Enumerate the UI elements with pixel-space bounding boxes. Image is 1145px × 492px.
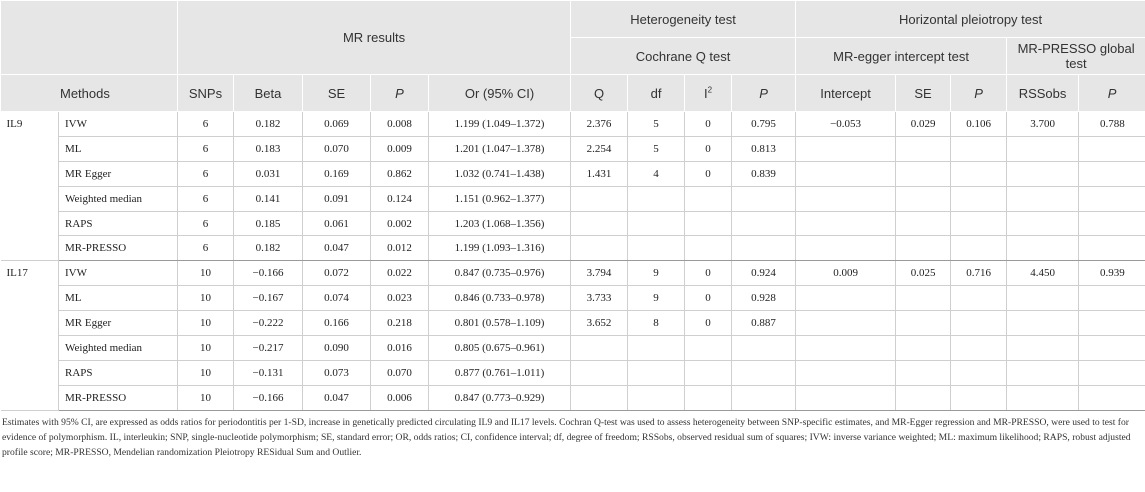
- cell-method: MR Egger: [59, 161, 178, 186]
- cell-df: [628, 336, 685, 361]
- cell-intercept-p: [951, 286, 1007, 311]
- cell-q: 3.733: [571, 286, 628, 311]
- cell-p: 0.218: [371, 311, 429, 336]
- cell-p: 0.009: [371, 136, 429, 161]
- cell-i2: [685, 336, 732, 361]
- cell-beta: 0.185: [234, 211, 303, 236]
- cell-method: MR-PRESSO: [59, 385, 178, 410]
- table-row: [1, 311, 1145, 336]
- cell-i2: 0: [685, 286, 732, 311]
- cell-snps: 10: [178, 360, 234, 385]
- cell-method: RAPS: [59, 211, 178, 236]
- cell-intercept: −0.053: [796, 112, 896, 137]
- cell-rssobs-p: [1079, 360, 1145, 385]
- table-row: [1, 360, 1145, 385]
- cell-rssobs: 3.700: [1007, 112, 1079, 137]
- cell-or: 0.805 (0.675–0.961): [429, 336, 571, 361]
- cell-intercept-se: 0.025: [896, 261, 951, 286]
- cell-i2: [685, 186, 732, 211]
- cell-se: 0.069: [303, 112, 371, 137]
- cell-snps: 10: [178, 385, 234, 410]
- cell-or: 1.203 (1.068–1.356): [429, 211, 571, 236]
- cell-rssobs: [1007, 161, 1079, 186]
- cell-or: 0.846 (0.733–0.978): [429, 286, 571, 311]
- table-row: [1, 161, 1145, 186]
- cell-snps: 10: [178, 286, 234, 311]
- cell-intercept-se: 0.029: [896, 112, 951, 137]
- group-label: IL17: [1, 261, 59, 410]
- cell-p: 0.016: [371, 336, 429, 361]
- cell-method: IVW: [59, 112, 178, 137]
- cell-or: 1.151 (0.962–1.377): [429, 186, 571, 211]
- cell-rssobs-p: 0.939: [1079, 261, 1145, 286]
- col-methods: Methods: [1, 75, 178, 112]
- cell-q-p: [732, 236, 796, 261]
- cell-se: 0.047: [303, 385, 371, 410]
- cell-beta: −0.217: [234, 336, 303, 361]
- cell-intercept: [796, 385, 896, 410]
- col-intercept-p: P: [951, 75, 1007, 112]
- cell-intercept-se: [896, 360, 951, 385]
- cell-intercept-p: [951, 161, 1007, 186]
- cell-beta: 0.182: [234, 112, 303, 137]
- cell-rssobs: [1007, 136, 1079, 161]
- cell-intercept-p: 0.106: [951, 112, 1007, 137]
- table-row: [1, 186, 1145, 211]
- cell-intercept: [796, 161, 896, 186]
- col-q-p: P: [732, 75, 796, 112]
- header-group-horizontal-pleiotropy: Horizontal pleiotropy test: [796, 1, 1145, 38]
- col-q: Q: [571, 75, 628, 112]
- cell-intercept: [796, 336, 896, 361]
- header-sub-egger-intercept: MR-egger intercept test: [796, 38, 1007, 75]
- cell-q: [571, 211, 628, 236]
- cell-q: 3.794: [571, 261, 628, 286]
- cell-q-p: 0.839: [732, 161, 796, 186]
- cell-q-p: 0.928: [732, 286, 796, 311]
- cell-i2: 0: [685, 136, 732, 161]
- cell-intercept-p: [951, 136, 1007, 161]
- table-row: [1, 236, 1145, 261]
- cell-rssobs-p: [1079, 211, 1145, 236]
- table-row: [1, 261, 1145, 286]
- col-p: P: [371, 75, 429, 112]
- cell-q-p: [732, 385, 796, 410]
- cell-rssobs-p: [1079, 136, 1145, 161]
- cell-beta: −0.167: [234, 286, 303, 311]
- col-intercept-se: SE: [896, 75, 951, 112]
- cell-snps: 6: [178, 136, 234, 161]
- cell-q: [571, 336, 628, 361]
- cell-snps: 6: [178, 186, 234, 211]
- cell-intercept-se: [896, 286, 951, 311]
- header-sub-mr-presso: MR-PRESSO global test: [1007, 38, 1145, 75]
- cell-i2: 0: [685, 261, 732, 286]
- cell-se: 0.072: [303, 261, 371, 286]
- cell-intercept-se: [896, 311, 951, 336]
- header-group-heterogeneity: Heterogeneity test: [571, 1, 796, 38]
- cell-intercept-p: [951, 385, 1007, 410]
- cell-snps: 10: [178, 336, 234, 361]
- cell-p: 0.124: [371, 186, 429, 211]
- cell-i2: [685, 385, 732, 410]
- cell-p: 0.022: [371, 261, 429, 286]
- cell-df: 9: [628, 261, 685, 286]
- cell-df: [628, 385, 685, 410]
- header-group-mr-results: MR results: [178, 1, 571, 75]
- table-row: [1, 112, 1145, 137]
- col-beta: Beta: [234, 75, 303, 112]
- cell-or: 1.199 (1.049–1.372): [429, 112, 571, 137]
- cell-rssobs: [1007, 211, 1079, 236]
- cell-snps: 10: [178, 311, 234, 336]
- cell-rssobs: 4.450: [1007, 261, 1079, 286]
- col-or: Or (95% CI): [429, 75, 571, 112]
- cell-se: 0.070: [303, 136, 371, 161]
- cell-q: [571, 236, 628, 261]
- cell-i2: 0: [685, 311, 732, 336]
- cell-intercept: [796, 360, 896, 385]
- cell-rssobs: [1007, 186, 1079, 211]
- cell-intercept-p: [951, 360, 1007, 385]
- cell-q: 3.652: [571, 311, 628, 336]
- cell-se: 0.073: [303, 360, 371, 385]
- cell-beta: −0.166: [234, 261, 303, 286]
- cell-q: 2.254: [571, 136, 628, 161]
- cell-beta: 0.183: [234, 136, 303, 161]
- cell-or: 1.199 (1.093–1.316): [429, 236, 571, 261]
- cell-p: 0.012: [371, 236, 429, 261]
- cell-rssobs: [1007, 385, 1079, 410]
- cell-intercept-p: 0.716: [951, 261, 1007, 286]
- cell-df: 5: [628, 136, 685, 161]
- cell-intercept: 0.009: [796, 261, 896, 286]
- cell-p: 0.002: [371, 211, 429, 236]
- table-footnote: Estimates with 95% CI, are expressed as odds ratios for periodontitis per 1-SD, increase in genetically predicted circulating IL9 and IL17 levels. Cochran Q-test was used to assess heterogeneity between SNP-specific estimates, and MR-Egger regression and MR-PRESSO, were used to test for evidence of polymorphism. IL, interleukin; SNP, single-nucleotide polymorphism; SE, standard error; OR, odds ratios; CI, confidence interval; df, degree of freedom; RSSobs, observed residual sum of squares; IVW: inverse variance weighted; ML: maximum likelihood; RAPS, robust adjusted profile score; MR-PRESSO, Mendelian randomization Pleiotropy RESidual Sum and Outlier.: [2, 416, 1131, 458]
- cell-intercept: [796, 236, 896, 261]
- cell-intercept: [796, 211, 896, 236]
- cell-q: 2.376: [571, 112, 628, 137]
- cell-df: 9: [628, 286, 685, 311]
- cell-beta: 0.141: [234, 186, 303, 211]
- col-intercept: Intercept: [796, 75, 896, 112]
- cell-rssobs: [1007, 360, 1079, 385]
- col-se: SE: [303, 75, 371, 112]
- cell-p: 0.008: [371, 112, 429, 137]
- cell-p: 0.070: [371, 360, 429, 385]
- cell-i2: 0: [685, 112, 732, 137]
- cell-q-p: [732, 336, 796, 361]
- table-body: [1, 112, 1145, 411]
- cell-df: 4: [628, 161, 685, 186]
- cell-intercept: [796, 286, 896, 311]
- cell-or: 1.032 (0.741–1.438): [429, 161, 571, 186]
- cell-q: 1.431: [571, 161, 628, 186]
- cell-rssobs-p: [1079, 186, 1145, 211]
- cell-se: 0.061: [303, 211, 371, 236]
- cell-method: ML: [59, 286, 178, 311]
- table-row: [1, 385, 1145, 410]
- cell-method: Weighted median: [59, 186, 178, 211]
- cell-rssobs: [1007, 311, 1079, 336]
- cell-or: 1.201 (1.047–1.378): [429, 136, 571, 161]
- cell-rssobs-p: [1079, 286, 1145, 311]
- cell-se: 0.074: [303, 286, 371, 311]
- cell-q-p: 0.924: [732, 261, 796, 286]
- cell-rssobs-p: 0.788: [1079, 112, 1145, 137]
- cell-q-p: [732, 211, 796, 236]
- cell-df: [628, 186, 685, 211]
- cell-rssobs-p: [1079, 161, 1145, 186]
- cell-se: 0.166: [303, 311, 371, 336]
- cell-q-p: 0.795: [732, 112, 796, 137]
- col-i2: $I^2$: [685, 75, 732, 112]
- cell-q: [571, 186, 628, 211]
- header-blank: [1, 1, 178, 75]
- header-sub-cochran-q: Cochrane Q test: [571, 38, 796, 75]
- cell-i2: [685, 360, 732, 385]
- cell-method: MR-PRESSO: [59, 236, 178, 261]
- cell-p: 0.006: [371, 385, 429, 410]
- cell-intercept: [796, 186, 896, 211]
- cell-se: 0.091: [303, 186, 371, 211]
- group-label: IL9: [1, 112, 59, 261]
- cell-df: [628, 211, 685, 236]
- cell-i2: 0: [685, 161, 732, 186]
- table-row: [1, 211, 1145, 236]
- cell-intercept-p: [951, 211, 1007, 236]
- cell-rssobs-p: [1079, 236, 1145, 261]
- cell-snps: 6: [178, 161, 234, 186]
- cell-method: RAPS: [59, 360, 178, 385]
- cell-i2: [685, 236, 732, 261]
- cell-beta: 0.182: [234, 236, 303, 261]
- cell-method: MR Egger: [59, 311, 178, 336]
- cell-intercept-se: [896, 186, 951, 211]
- cell-intercept-p: [951, 336, 1007, 361]
- cell-i2: [685, 211, 732, 236]
- cell-method: Weighted median: [59, 336, 178, 361]
- cell-p: 0.862: [371, 161, 429, 186]
- cell-beta: 0.031: [234, 161, 303, 186]
- cell-se: 0.090: [303, 336, 371, 361]
- cell-beta: −0.131: [234, 360, 303, 385]
- cell-or: 0.847 (0.735–0.976): [429, 261, 571, 286]
- cell-method: IVW: [59, 261, 178, 286]
- cell-intercept: [796, 136, 896, 161]
- cell-q: [571, 385, 628, 410]
- cell-intercept-se: [896, 236, 951, 261]
- cell-q-p: 0.887: [732, 311, 796, 336]
- table-row: [1, 286, 1145, 311]
- cell-intercept-p: [951, 236, 1007, 261]
- cell-rssobs: [1007, 336, 1079, 361]
- cell-q: [571, 360, 628, 385]
- cell-df: 8: [628, 311, 685, 336]
- cell-rssobs-p: [1079, 311, 1145, 336]
- cell-rssobs-p: [1079, 385, 1145, 410]
- cell-rssobs-p: [1079, 336, 1145, 361]
- cell-q-p: 0.813: [732, 136, 796, 161]
- cell-df: [628, 360, 685, 385]
- cell-or: 0.877 (0.761–1.011): [429, 360, 571, 385]
- cell-intercept-se: [896, 161, 951, 186]
- cell-intercept-p: [951, 186, 1007, 211]
- cell-df: [628, 236, 685, 261]
- cell-rssobs: [1007, 286, 1079, 311]
- cell-snps: 6: [178, 211, 234, 236]
- cell-snps: 6: [178, 112, 234, 137]
- col-df: df: [628, 75, 685, 112]
- cell-or: 0.801 (0.578–1.109): [429, 311, 571, 336]
- cell-p: 0.023: [371, 286, 429, 311]
- cell-intercept-se: [896, 211, 951, 236]
- cell-beta: −0.166: [234, 385, 303, 410]
- cell-se: 0.169: [303, 161, 371, 186]
- cell-intercept-p: [951, 311, 1007, 336]
- cell-q-p: [732, 360, 796, 385]
- cell-snps: 10: [178, 261, 234, 286]
- cell-intercept-se: [896, 336, 951, 361]
- cell-or: 0.847 (0.773–0.929): [429, 385, 571, 410]
- cell-method: ML: [59, 136, 178, 161]
- col-snps: SNPs: [178, 75, 234, 112]
- cell-intercept: [796, 311, 896, 336]
- cell-snps: 6: [178, 236, 234, 261]
- col-rssobs-p: P: [1079, 75, 1145, 112]
- cell-beta: −0.222: [234, 311, 303, 336]
- cell-intercept-se: [896, 136, 951, 161]
- table-row: [1, 336, 1145, 361]
- cell-q-p: [732, 186, 796, 211]
- cell-df: 5: [628, 112, 685, 137]
- table-row: [1, 136, 1145, 161]
- cell-rssobs: [1007, 236, 1079, 261]
- cell-se: 0.047: [303, 236, 371, 261]
- cell-intercept-se: [896, 385, 951, 410]
- col-rssobs: RSSobs: [1007, 75, 1079, 112]
